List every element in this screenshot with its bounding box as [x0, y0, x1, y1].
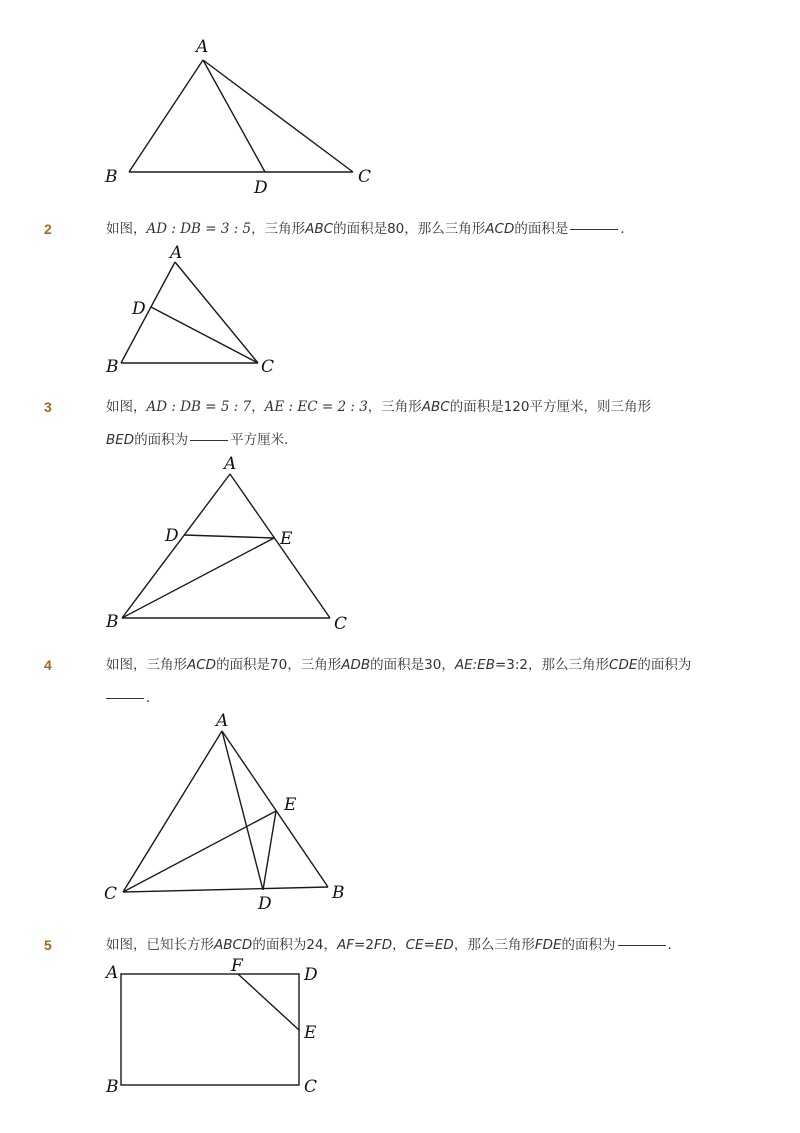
text: =	[423, 937, 435, 953]
label-d: D	[254, 178, 268, 198]
text: 的面积为	[637, 657, 692, 673]
triangle-name: ABC	[305, 221, 334, 237]
ratio-segment: AE	[454, 657, 473, 673]
rectangle-abcd	[121, 974, 299, 1085]
text: ，	[392, 937, 406, 953]
label-a: A	[170, 243, 183, 263]
text: ．	[620, 221, 634, 237]
text: ，那么三角形	[453, 937, 535, 953]
triangle-name: BED	[106, 432, 135, 448]
formula: AE : EC = 2 : 3	[264, 399, 368, 415]
ratio-colon: :	[472, 657, 478, 673]
question-number: 2	[44, 221, 52, 237]
label-d: D	[165, 526, 179, 546]
formula: AD : DB = 3 : 5	[146, 221, 252, 237]
triangle-name: CDE	[609, 657, 638, 673]
label-c: C	[358, 167, 372, 187]
label-c: C	[304, 1077, 318, 1097]
label-a: A	[224, 454, 237, 474]
label-e: E	[280, 529, 293, 549]
triangle-name: ACD	[187, 657, 217, 673]
formula: AD : DB = 5 : 7	[146, 399, 252, 415]
segment-name: AF	[337, 937, 355, 953]
text: 的面积为	[561, 937, 616, 953]
triangle-name: ACD	[485, 221, 515, 237]
label-b: B	[106, 357, 119, 377]
text: 的面积为	[134, 432, 189, 448]
label-c: C	[334, 614, 348, 634]
triangle-name: ABC	[421, 399, 450, 415]
text: 如图，	[106, 399, 147, 415]
label-d: D	[258, 894, 272, 914]
text: 的面积为24，	[252, 937, 338, 953]
text: ．	[667, 937, 682, 953]
label-d: D	[304, 965, 318, 985]
text: =2	[354, 937, 374, 953]
text: 的面积是70，三角形	[216, 657, 342, 673]
triangle-name: FDE	[534, 937, 562, 953]
label-a: A	[196, 37, 209, 57]
label-b: B	[106, 612, 119, 632]
text: 如图，已知长方形	[106, 937, 214, 953]
question-number: 3	[44, 399, 52, 415]
rectangle-name: ABCD	[214, 937, 253, 953]
label-c: C	[261, 357, 275, 377]
label-d: D	[132, 299, 146, 319]
label-a: A	[216, 711, 229, 731]
label-e: E	[304, 1023, 317, 1043]
label-e: E	[284, 795, 297, 815]
label-f: F	[231, 956, 243, 976]
segment-name: CE	[405, 937, 424, 953]
label-b: B	[106, 1077, 119, 1097]
text: ，	[251, 399, 265, 415]
label-b: B	[105, 167, 118, 187]
text: 如图，三角形	[106, 657, 187, 673]
segment-fe	[238, 974, 299, 1030]
triangle-name: ADB	[341, 657, 371, 673]
text: ，三角形	[367, 399, 422, 415]
label-a: A	[106, 963, 119, 983]
label-b: B	[332, 883, 345, 903]
text: ，三角形	[251, 221, 306, 237]
text: =3:2，那么三角形	[494, 657, 610, 673]
text: 的面积是30，	[370, 657, 455, 673]
segment-name: FD	[373, 937, 393, 953]
text: 平方厘米．	[230, 432, 298, 448]
text: ．	[146, 690, 160, 706]
question-number: 4	[44, 657, 52, 673]
question-number: 5	[44, 937, 52, 953]
label-c: C	[104, 884, 118, 904]
segment-name: ED	[434, 937, 454, 953]
text: 的面积是120平方厘米，则三角形	[449, 399, 651, 415]
text: 如图，	[106, 221, 147, 237]
text: 的面积是	[514, 221, 569, 237]
ratio-segment: EB	[477, 657, 495, 673]
text: 的面积是80，那么三角形	[333, 221, 486, 237]
